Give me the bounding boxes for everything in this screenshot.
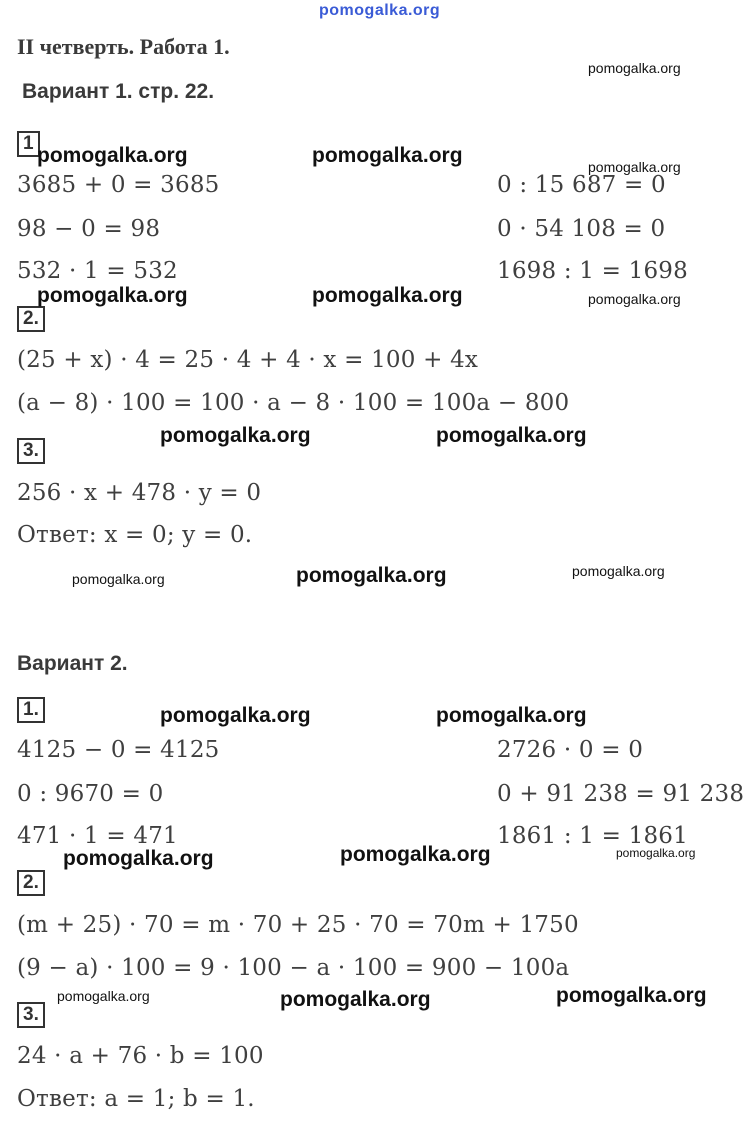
watermark: pomogalka.org [312,144,463,167]
page-title: II четверть. Работа 1. [17,34,230,59]
v2-task3-number: 3. [17,1002,45,1028]
watermark: pomogalka.org [572,563,665,579]
watermark: pomogalka.org [588,159,681,175]
v2-task2-line-2: (9 − a) · 100 = 9 · 100 − a · 100 = 900 − 100a [17,955,570,981]
v1-task2-line-1: (25 + x) · 4 = 25 · 4 + 4 · x = 100 + 4x [17,347,479,373]
v1-task1-number: 1 [17,131,40,157]
variant-1-heading: Вариант 1. стр. 22. [22,80,215,103]
v2-task1-left-1: 4125 − 0 = 4125 [17,737,220,763]
watermark: pomogalka.org [37,144,188,167]
v1-task2-number: 2. [17,306,45,332]
v1-task1-right-1: 0 : 15 687 = 0 [497,172,666,198]
watermark: pomogalka.org [63,847,214,870]
watermark: pomogalka.org [280,988,431,1011]
watermark: pomogalka.org [57,988,150,1004]
v1-task1-left-3: 532 · 1 = 532 [17,258,178,284]
v1-task1-left-2: 98 − 0 = 98 [17,216,161,242]
watermark: pomogalka.org [340,843,491,866]
v2-task3-answer: Ответ: a = 1; b = 1. [17,1086,255,1112]
v1-task1-right-3: 1698 : 1 = 1698 [497,258,688,284]
watermark: pomogalka.org [72,571,165,587]
watermark: pomogalka.org [160,704,311,727]
v2-task1-number: 1. [17,697,45,723]
v2-task1-right-1: 2726 · 0 = 0 [497,737,644,763]
watermark: pomogalka.org [436,704,587,727]
v1-task2-line-2: (a − 8) · 100 = 100 · a − 8 · 100 = 100a − 800 [17,390,570,416]
v1-task3-number: 3. [17,438,45,464]
watermark: pomogalka.org [160,424,311,447]
v1-task3-answer: Ответ: x = 0; y = 0. [17,522,253,548]
watermark: pomogalka.org [37,284,188,307]
watermark: pomogalka.org [436,424,587,447]
watermark: pomogalka.org [556,984,707,1007]
watermark: pomogalka.org [312,284,463,307]
v2-task2-number: 2. [17,870,45,896]
site-watermark-top: pomogalka.org [319,2,441,19]
watermark: pomogalka.org [588,291,681,307]
watermark: pomogalka.org [588,60,681,76]
v2-task1-right-3: 1861 : 1 = 1861 [497,823,688,849]
v1-task1-right-2: 0 · 54 108 = 0 [497,216,666,242]
watermark: pomogalka.org [616,846,696,860]
watermark: pomogalka.org [296,564,447,587]
v2-task1-right-2: 0 + 91 238 = 91 238 [497,781,745,807]
variant-2-heading: Вариант 2. [17,652,128,675]
v2-task2-line-1: (m + 25) · 70 = m · 70 + 25 · 70 = 70m + 1750 [17,912,579,938]
v2-task1-left-3: 471 · 1 = 471 [17,823,178,849]
v1-task1-left-1: 3685 + 0 = 3685 [17,172,220,198]
v1-task3-line-1: 256 · x + 478 · y = 0 [17,480,262,506]
v2-task3-line-1: 24 · a + 76 · b = 100 [17,1043,264,1069]
v2-task1-left-2: 0 : 9670 = 0 [17,781,164,807]
